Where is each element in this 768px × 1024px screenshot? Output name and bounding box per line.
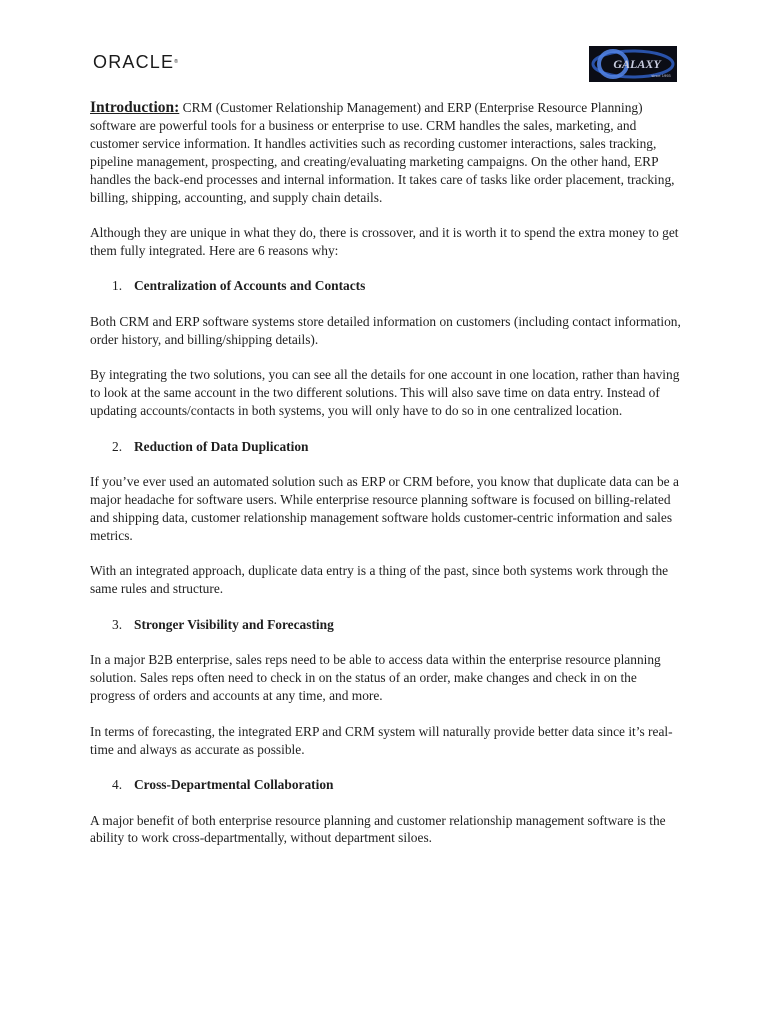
section-paragraph: In a major B2B enterprise, sales reps need to be able to access data within the enterprise resource planning solution. Sales reps often need to check in on the status of an order, make changes and check in on the progress of orders and accounts at any time, and more. (90, 652, 661, 704)
section-paragraph: Both CRM and ERP software systems store detailed information on customers (including contact information, order history, and billing/shipping details). (90, 313, 681, 347)
section-heading-1 (90, 277, 682, 295)
section-number: 2. (112, 438, 123, 454)
galaxy-logo-text: GALAXY (613, 57, 661, 71)
oracle-logo-text: ORACLE (93, 52, 175, 72)
section-paragraph: With an integrated approach, duplicate data entry is a thing of the past, since both systems work through the same rules and structure. (90, 563, 669, 597)
section-number: 4. (112, 777, 123, 792)
section-title: Centralization of Accounts and Contacts (134, 278, 366, 294)
section-heading-3 (90, 616, 682, 634)
intro-heading: Introduction: (90, 99, 180, 116)
section-title: Reduction of Data Duplication (134, 438, 309, 454)
lead-paragraph: Although they are unique in what they do, there is crossover, and it is worth it to spend the extra money to get them fully integrated. Here are 6 reasons why: (90, 225, 679, 258)
section-paragraph: In terms of forecasting, the integrated ERP and CRM system will naturally provide better data since it’s real-time and always as accurate as possible. (90, 723, 673, 757)
section-number: 1. (112, 278, 123, 294)
section-paragraph: By integrating the two solutions, you can see all the details for one account in one location, rather than having to look at the same account in the two different solutions. This will also save time on data entry. Instead of updating accounts/contacts in both systems, you will only have to do so in one centralized location. (90, 367, 680, 419)
section-title: Cross-Departmental Collaboration (134, 777, 334, 792)
galaxy-logo-subtext: since 1993 (651, 73, 671, 78)
oracle-trademark: ® (174, 59, 178, 65)
section-paragraph: If you’ve ever used an automated solution such as ERP or CRM before, you know that duplicate data can be a major headache for software users. While enterprise resource planning software is focused on billing-related and shipping data, customer relationship management software holds customer-centric information and sales metrics. (90, 474, 679, 543)
oracle-logo (93, 52, 178, 72)
intro-paragraph (90, 99, 682, 206)
section-heading-2 (90, 438, 682, 456)
galaxy-logo-graphic (589, 46, 677, 82)
document-body (90, 99, 682, 847)
intro-text: CRM (Customer Relationship Management) and ERP (Enterprise Resource Planning) software are powerful tools for a business or enterprise to use. CRM handles the sales, marketing, and customer service information. It handles activities such as recording customer interactions, sales tracking, pipeline management, prospecting, and creating/evaluating marketing campaigns. On the other hand, ERP handles the back-end processes and internal information. It takes care of tasks like order placement, tracking, billing, shipping, accounting, and supply chain details. (90, 100, 675, 205)
galaxy-logo (589, 46, 677, 82)
section-heading-4 (90, 776, 682, 794)
section-title: Stronger Visibility and Forecasting (134, 616, 334, 632)
section-number: 3. (112, 616, 123, 632)
section-paragraph: A major benefit of both enterprise resource planning and customer relationship management software is the ability to work cross-departmentally, without department siloes. (90, 812, 666, 846)
